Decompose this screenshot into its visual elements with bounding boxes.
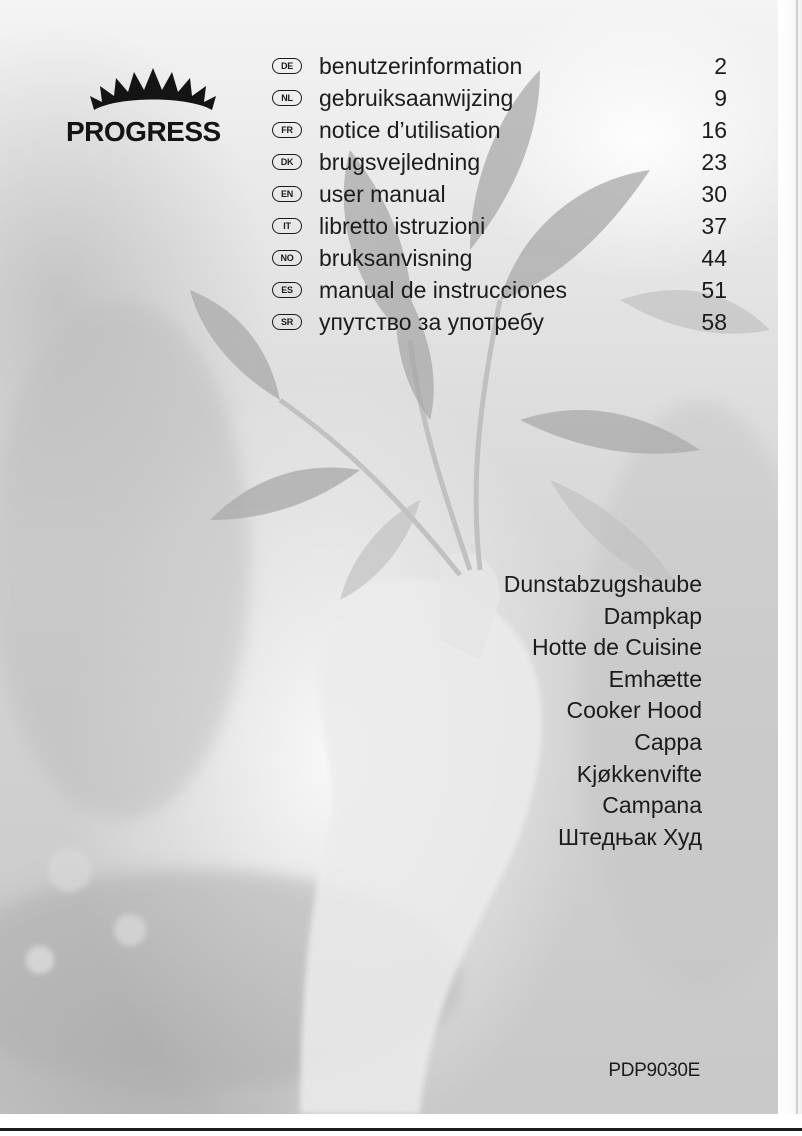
page-number: 9 bbox=[714, 85, 727, 111]
language-row-dk bbox=[272, 146, 727, 178]
product-name: Campana bbox=[602, 792, 702, 819]
language-row-it bbox=[272, 210, 727, 242]
product-name: Hotte de Cuisine bbox=[531, 634, 702, 661]
page-number: 2 bbox=[714, 53, 727, 79]
product-name: Cooker Hood bbox=[566, 697, 702, 724]
language-code-badge: SR bbox=[272, 314, 302, 330]
language-code-badge: NL bbox=[272, 90, 302, 106]
language-row-de bbox=[272, 50, 727, 82]
product-name: Kjøkkenvifte bbox=[576, 760, 702, 787]
product-name: Dunstabzugshaube bbox=[503, 571, 702, 597]
language-row-en bbox=[272, 178, 727, 210]
language-row-nl bbox=[272, 82, 727, 114]
bottom-margin bbox=[0, 1114, 802, 1136]
language-manual-title: упутство за употребу bbox=[319, 308, 544, 335]
language-row-fr bbox=[272, 114, 727, 146]
page-number: 58 bbox=[701, 309, 727, 335]
language-manual-title: gebruiksaanwijzing bbox=[319, 84, 514, 111]
product-name: Штедњак Худ bbox=[558, 823, 702, 850]
language-manual-title: manual de instrucciones bbox=[319, 276, 568, 303]
language-code-badge: DK bbox=[272, 154, 302, 170]
language-manual-title: bruksanvisning bbox=[319, 244, 473, 271]
product-name: Emhætte bbox=[608, 665, 702, 692]
page-edge bbox=[778, 0, 802, 1114]
language-row-no bbox=[272, 242, 727, 274]
sunburst-crown-icon bbox=[88, 66, 218, 114]
language-code-badge: NO bbox=[272, 250, 302, 266]
language-manual-title: user manual bbox=[319, 180, 446, 207]
language-code-badge: ES bbox=[272, 282, 302, 298]
page-number: 44 bbox=[701, 245, 727, 271]
language-manual-title: brugsvejledning bbox=[319, 148, 481, 175]
product-name: Dampkap bbox=[603, 602, 702, 629]
language-code-badge: FR bbox=[272, 122, 302, 138]
page-number: 16 bbox=[701, 117, 727, 143]
brand-name: PROGRESS bbox=[66, 116, 221, 147]
bottom-rule bbox=[0, 1128, 802, 1131]
language-row-es bbox=[272, 274, 727, 306]
page-number: 23 bbox=[701, 149, 727, 175]
language-code-badge: IT bbox=[272, 218, 302, 234]
language-manual-title: libretto istruzioni bbox=[319, 212, 486, 239]
model-number: PDP9030E bbox=[608, 1060, 700, 1081]
brand-logo bbox=[66, 66, 236, 150]
language-manual-title: benutzerinformation bbox=[319, 52, 523, 79]
language-code-badge: DE bbox=[272, 58, 302, 74]
language-row-sr bbox=[272, 306, 727, 338]
product-name: Cappa bbox=[634, 728, 702, 755]
page-number: 30 bbox=[701, 181, 727, 207]
language-manual-title: notice d’utilisation bbox=[319, 116, 501, 143]
page-number: 37 bbox=[701, 213, 727, 239]
language-index bbox=[272, 50, 727, 338]
page-number: 51 bbox=[701, 277, 727, 303]
product-name-list bbox=[504, 569, 702, 853]
language-code-badge: EN bbox=[272, 186, 302, 202]
